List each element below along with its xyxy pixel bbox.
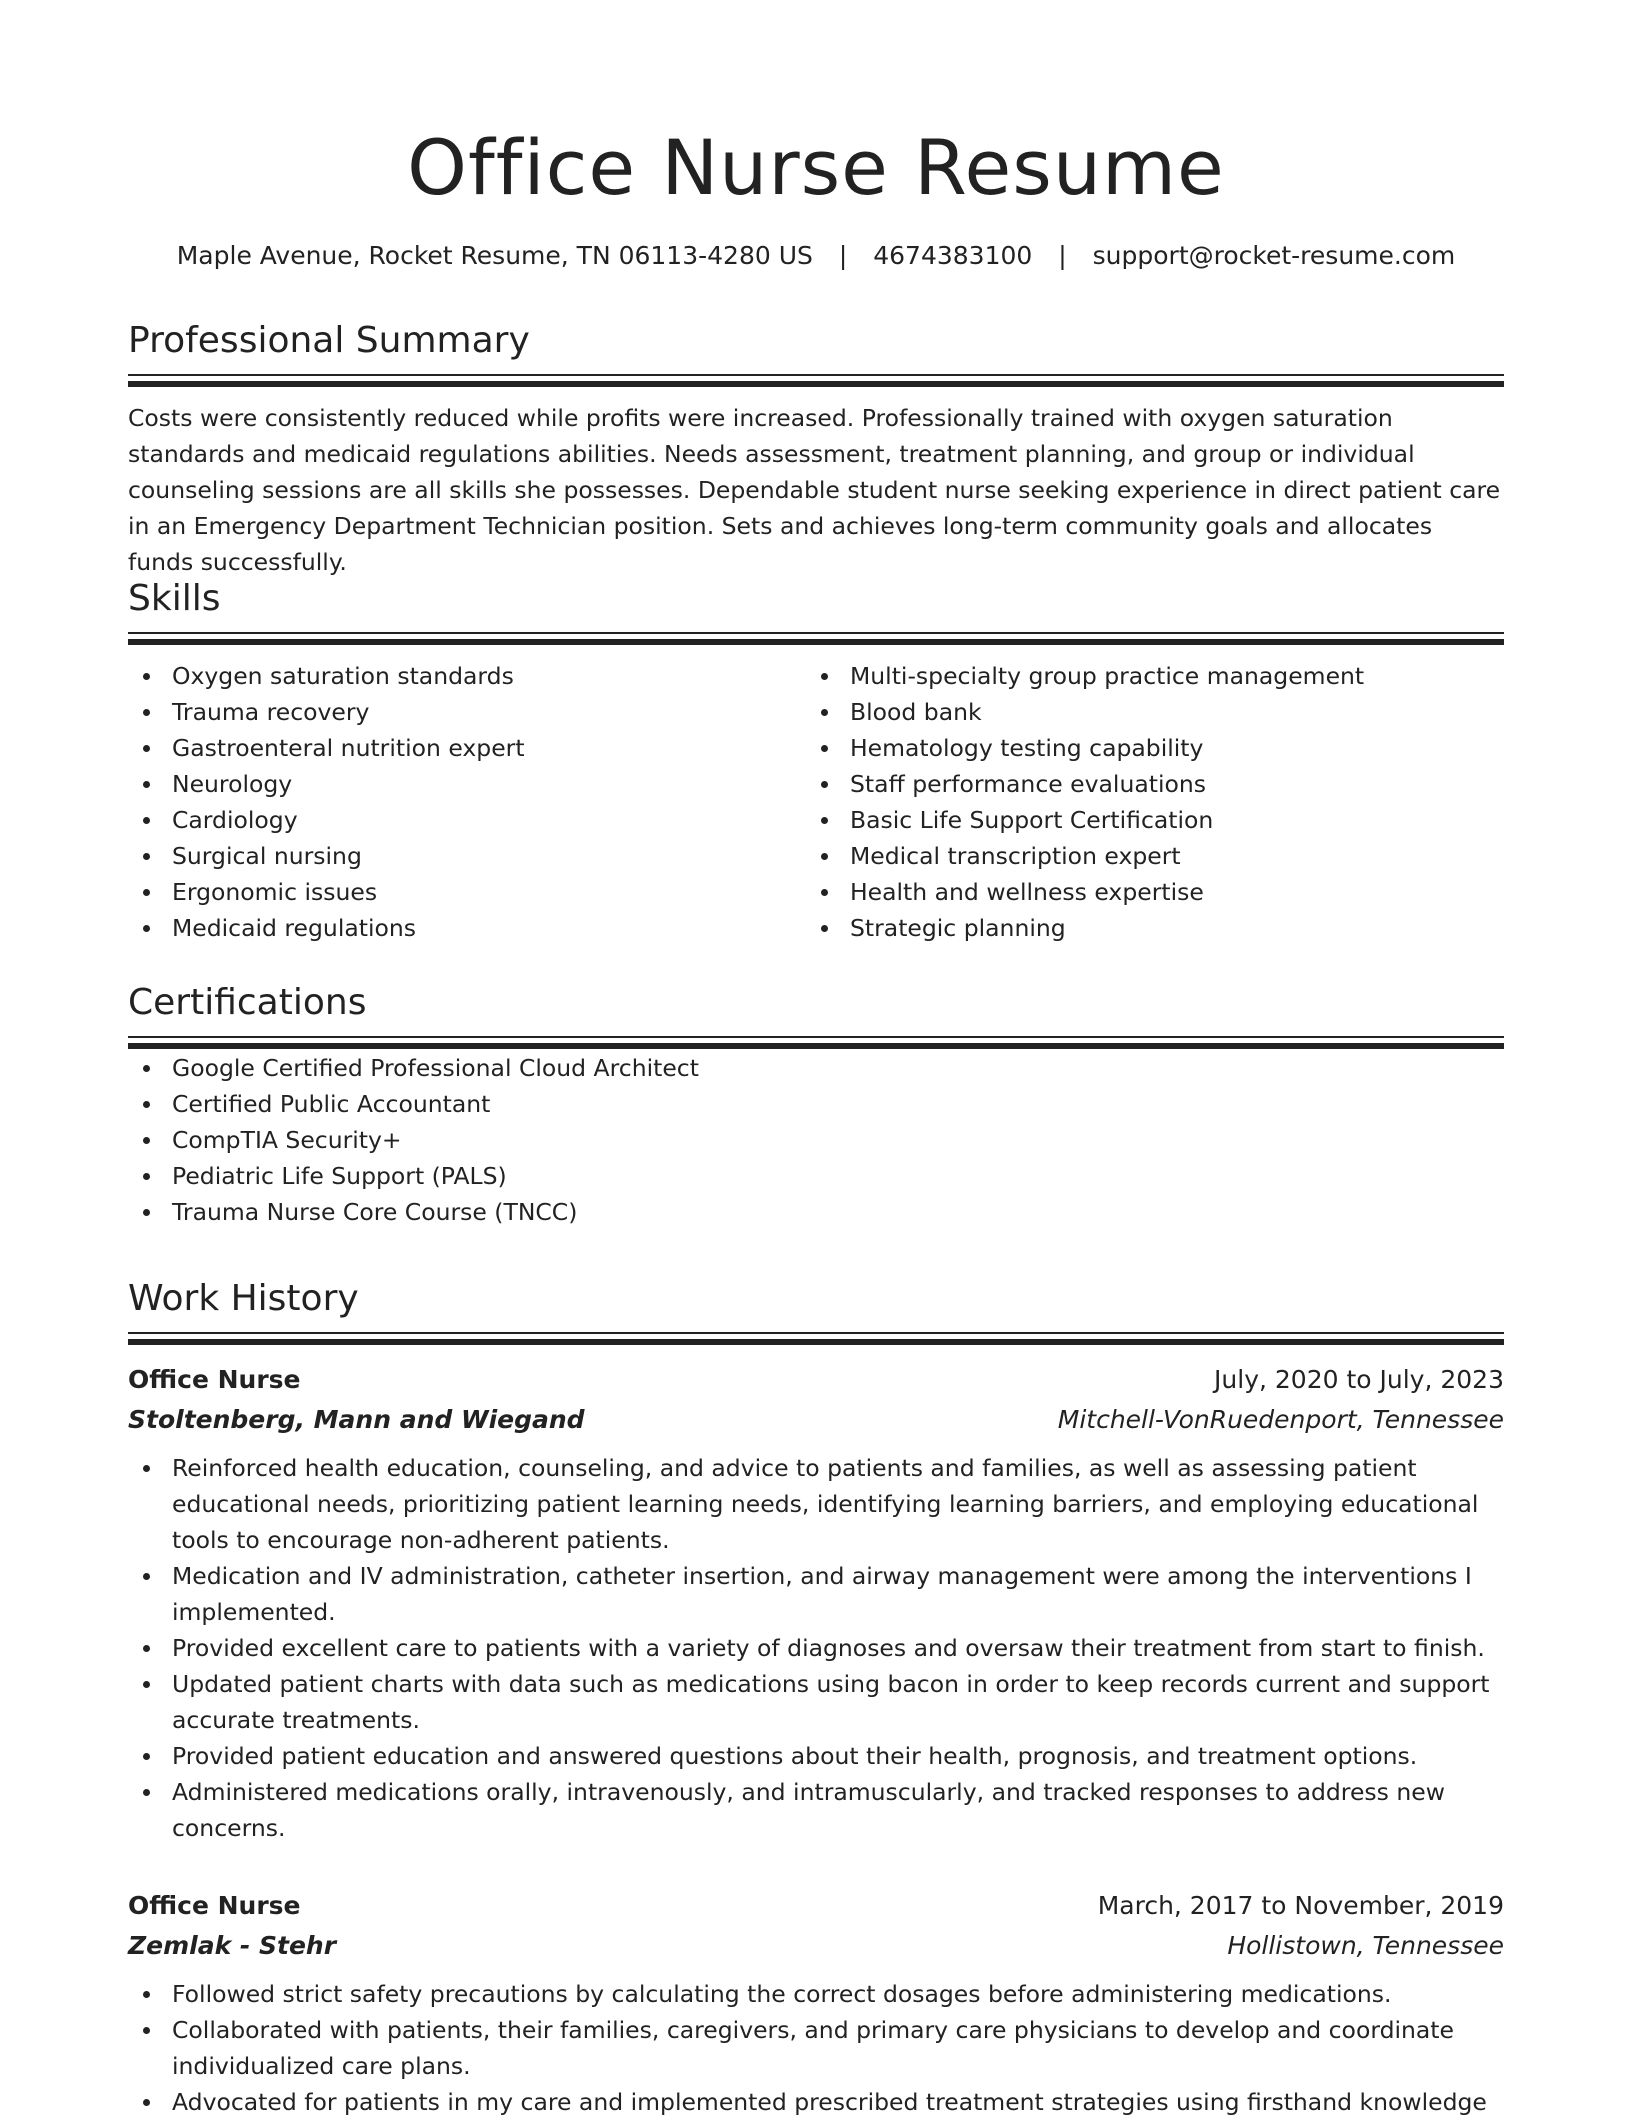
job-bullet: Reinforced health education, counseling, and advice to patients and families, as well as assessing patient educational needs, prioritizing patient learning needs, identifying learning barriers, and employing educational tools to encourage non-adherent patients. [128, 1450, 1504, 1558]
job-bullet: Followed strict safety precautions by calculating the correct dosages before administering medications. [128, 1976, 1504, 2012]
job-location: Hollistown, Tennessee [1227, 1931, 1504, 1960]
contact-separator: | [1058, 241, 1067, 270]
contact-phone: 4674383100 [873, 241, 1033, 270]
skill-item: Cardiology [128, 802, 806, 838]
skills-grid [128, 658, 1504, 946]
skill-item: Multi-specialty group practice management [806, 658, 1484, 694]
skill-item: Medical transcription expert [806, 838, 1484, 874]
certifications-list [128, 1050, 1504, 1230]
job-bullet: Provided patient education and answered questions about their health, prognosis, and treatment options. [128, 1738, 1504, 1774]
job-company: Zemlak - Stehr [128, 1931, 337, 1960]
skill-item: Neurology [128, 766, 806, 802]
summary-text: Costs were consistently reduced while profits were increased. Professionally trained with oxygen saturation standards and medicaid regulations abilities. Needs assessment, treatment planning, and group or individual counseling sessions are all skills she possesses. Dependable student nurse seeking experience in direct patient care in an Emergency Department Technician position. Sets and achieves long-term community goals and allocates funds successfully. [128, 404, 1501, 576]
job-title: Office Nurse [128, 1891, 301, 1920]
job-bullets [128, 1976, 1504, 2120]
job-bullet: Medication and IV administration, catheter insertion, and airway management were among the interventions I implemented. [128, 1558, 1504, 1630]
job-bullets [128, 1450, 1504, 1846]
contact-address: Maple Avenue, Rocket Resume, TN 06113-4280 US [176, 241, 813, 270]
job-bullet: Advocated for patients in my care and implemented prescribed treatment strategies using firsthand knowledge [128, 2084, 1504, 2120]
certification-item: Pediatric Life Support (PALS) [128, 1158, 1504, 1194]
job-entry [128, 1360, 1504, 1846]
skill-item: Gastroenteral nutrition expert [128, 730, 806, 766]
job-bullet: Collaborated with patients, their families, caregivers, and primary care physicians to develop and coordinate individualized care plans. [128, 2012, 1504, 2084]
certifications-heading: Certifications [128, 982, 367, 1023]
skill-item: Medicaid regulations [128, 910, 806, 946]
skills-section [128, 574, 1504, 946]
job-company-row [128, 1926, 1504, 1966]
summary-heading: Professional Summary [128, 320, 530, 361]
contact-email: support@rocket-resume.com [1092, 241, 1456, 270]
section-divider [128, 1332, 1504, 1346]
job-bullet: Updated patient charts with data such as medications using bacon in order to keep records current and support accurate treatments. [128, 1666, 1504, 1738]
skill-item: Strategic planning [806, 910, 1484, 946]
contact-separator: | [838, 241, 848, 270]
job-bullet: Provided excellent care to patients with a variety of diagnoses and oversaw their treatment from start to finish. [128, 1630, 1504, 1666]
certification-item: Google Certified Professional Cloud Architect [128, 1050, 1504, 1086]
skill-item: Hematology testing capability [806, 730, 1484, 766]
skill-item: Health and wellness expertise [806, 874, 1484, 910]
job-company: Stoltenberg, Mann and Wiegand [128, 1405, 585, 1434]
skills-heading: Skills [128, 578, 221, 619]
certification-item: Trauma Nurse Core Course (TNCC) [128, 1194, 1504, 1230]
skill-item: Trauma recovery [128, 694, 806, 730]
contact-line [128, 238, 1504, 274]
job-dates: July, 2020 to July, 2023 [1214, 1365, 1504, 1394]
skill-item: Surgical nursing [128, 838, 806, 874]
certification-item: Certified Public Accountant [128, 1086, 1504, 1122]
skills-list-right [806, 658, 1484, 946]
skill-item: Staff performance evaluations [806, 766, 1484, 802]
skill-item: Blood bank [806, 694, 1484, 730]
section-divider [128, 1036, 1504, 1050]
job-location: Mitchell-VonRuedenport, Tennessee [1057, 1405, 1504, 1434]
page-title: Office Nurse Resume [407, 123, 1225, 212]
job-dates: March, 2017 to November, 2019 [1097, 1891, 1504, 1920]
skill-item: Oxygen saturation standards [128, 658, 806, 694]
summary-section [128, 316, 1504, 580]
job-entry [128, 1886, 1504, 2120]
job-bullet: Administered medications orally, intravenously, and intramuscularly, and tracked responses to address new concerns. [128, 1774, 1504, 1846]
work-history-section [128, 1274, 1504, 2120]
job-header-row [128, 1360, 1504, 1400]
section-divider [128, 374, 1504, 388]
section-divider [128, 632, 1504, 646]
job-company-row [128, 1400, 1504, 1440]
skill-item: Basic Life Support Certification [806, 802, 1484, 838]
job-header-row [128, 1886, 1504, 1926]
job-title: Office Nurse [128, 1365, 301, 1394]
certifications-section [128, 978, 1504, 1230]
skills-list-left [128, 658, 806, 946]
skill-item: Ergonomic issues [128, 874, 806, 910]
work-history-heading: Work History [128, 1278, 359, 1319]
certification-item: CompTIA Security+ [128, 1122, 1504, 1158]
